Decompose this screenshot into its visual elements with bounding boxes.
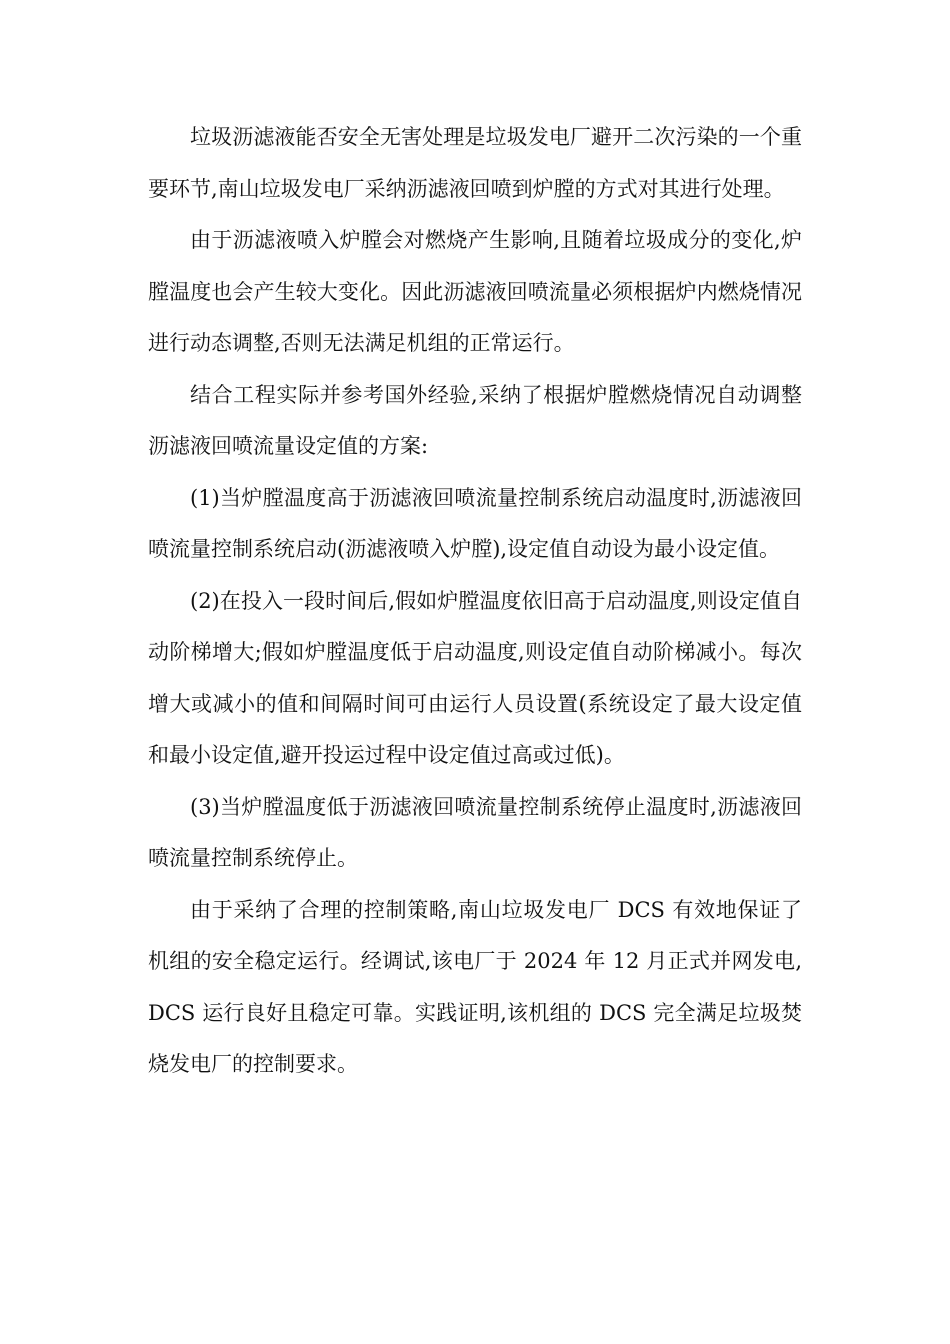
document-page [148,112,802,1091]
paragraph-step-3: (3)当炉膛温度低于沥滤液回喷流量控制系统停止温度时,沥滤液回喷流量控制系统停止。 [148,794,802,870]
paragraph-step-1: (1)当炉膛温度高于沥滤液回喷流量控制系统启动温度时,沥滤液回喷流量控制系统启动(沥滤液喷入炉膛),设定值自动设为最小设定值。 [148,485,802,561]
paragraph-conclusion: 由于采纳了合理的控制策略,南山垃圾发电厂 DCS 有效地保证了机组的安全稳定运行。经调试,该电厂于 2024 年 12 月正式并网发电,DCS 运行良好且稳定可靠。实践证明,该机组的 DCS 完全满足垃圾焚烧发电厂的控制要求。 [148,897,802,1076]
paragraph-combustion-impact: 由于沥滤液喷入炉膛会对燃烧产生影响,且随着垃圾成分的变化,炉膛温度也会产生较大变化。因此沥滤液回喷流量必须根据炉内燃烧情况进行动态调整,否则无法满足机组的正常运行。 [148,228,802,355]
paragraph-step-2: (2)在投入一段时间后,假如炉膛温度依旧高于启动温度,则设定值自动阶梯增大;假如炉膛温度低于启动温度,则设定值自动阶梯减小。每次增大或减小的值和间隔时间可由运行人员设置(系统设定了最大设定值和最小设定值,避开投运过程中设定值过高或过低)。 [148,588,802,767]
paragraph-leachate-intro: 垃圾沥滤液能否安全无害处理是垃圾发电厂避开二次污染的一个重要环节,南山垃圾发电厂采纳沥滤液回喷到炉膛的方式对其进行处理。 [148,125,802,201]
paragraph-scheme-intro: 结合工程实际并参考国外经验,采纳了根据炉膛燃烧情况自动调整沥滤液回喷流量设定值的方案: [148,382,802,458]
